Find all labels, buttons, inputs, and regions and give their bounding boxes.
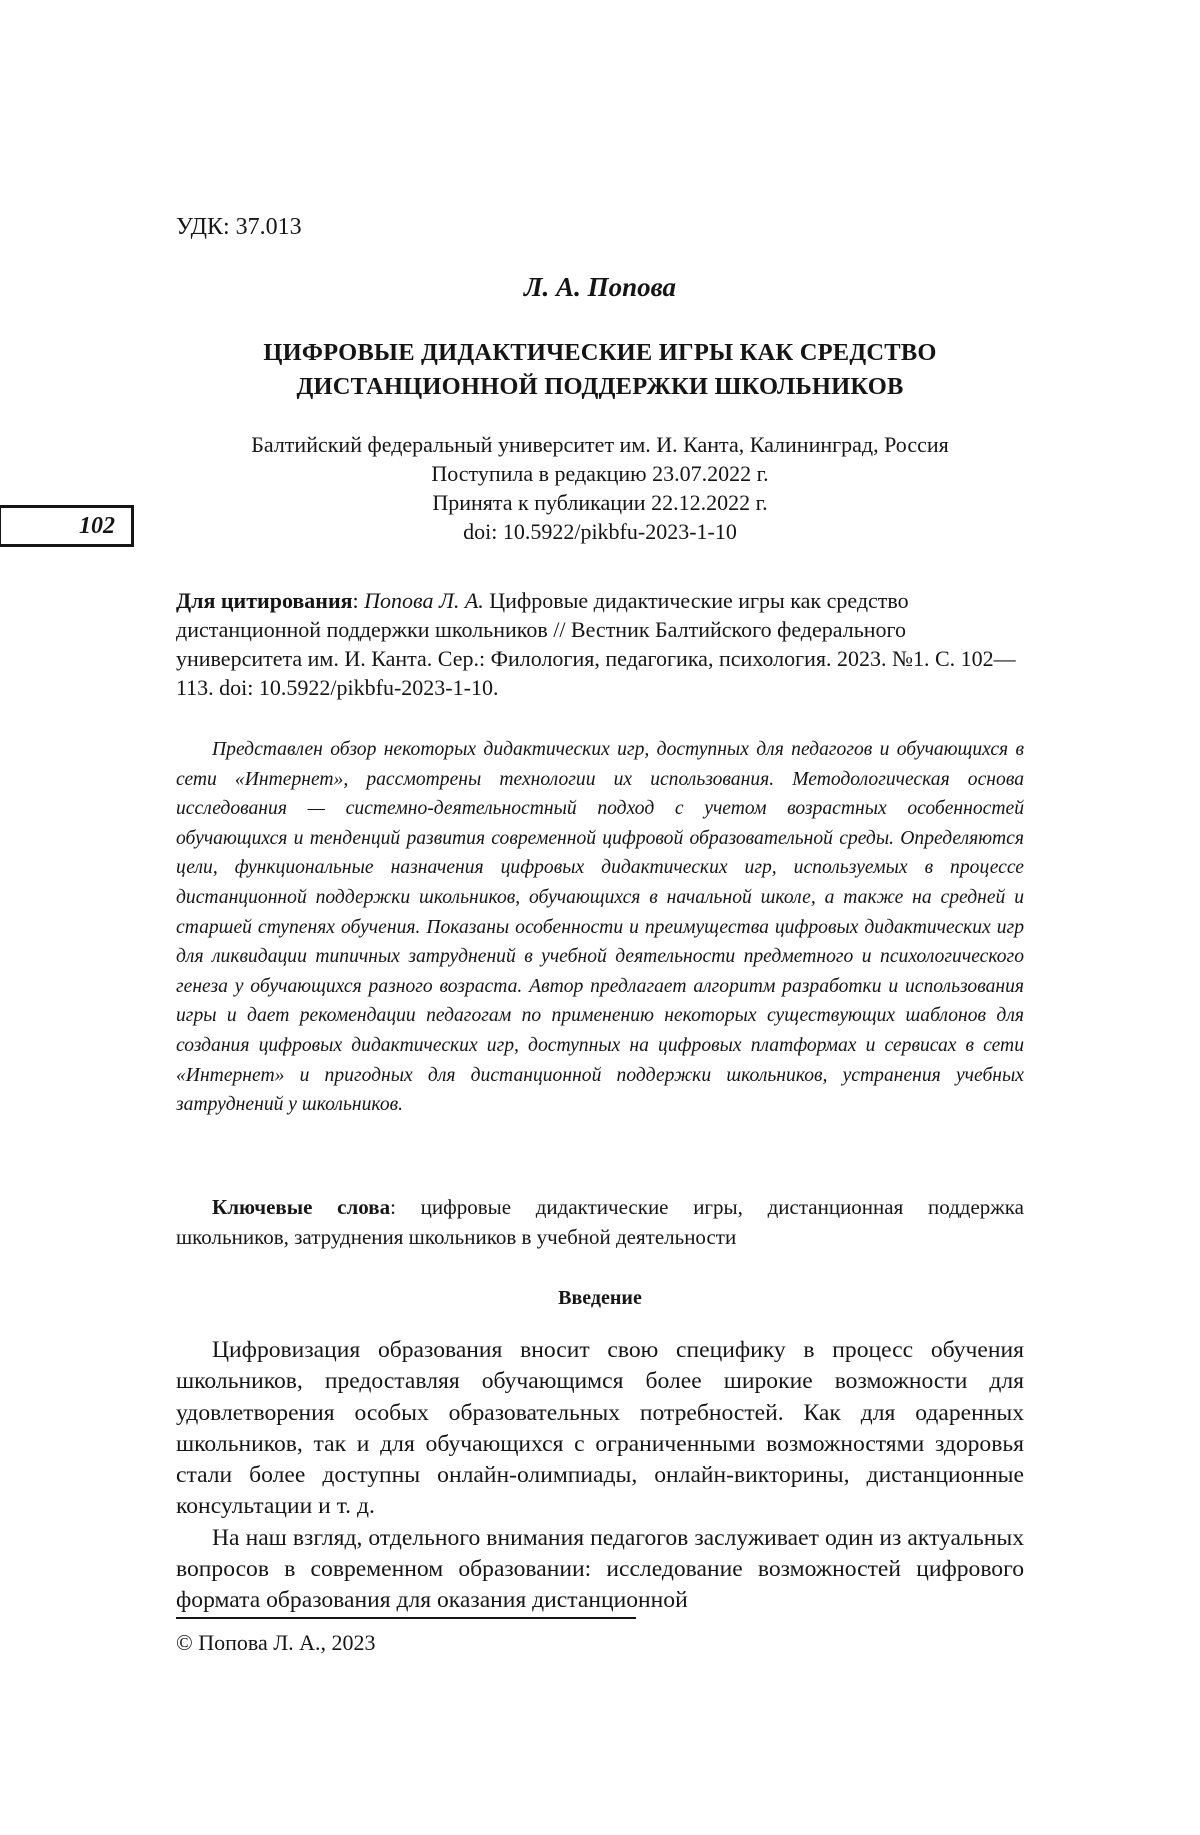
- section-heading: Введение: [558, 1287, 642, 1309]
- keywords-label: Ключевые слова: [212, 1195, 391, 1219]
- article-meta: [180, 430, 1020, 546]
- citation-label: Для цитирования: [176, 588, 353, 613]
- received-date: Поступила в редакцию 23.07.2022 г.: [431, 461, 769, 486]
- doi: doi: 10.5922/pikbfu-2023-1-10: [463, 519, 737, 544]
- keywords-text: цифровые дидактические игры, дистанционная поддержка школьников, затруднения школьников в учебной деятельности: [176, 1195, 1024, 1249]
- article-title: [180, 336, 1020, 404]
- body-paragraph: Цифровизация образования вносит свою специфику в процесс обучения школьников, предоставляя обучающимся более широкие возможности для удовлетворения особых образовательных потребностей. Как для одаренных школьников, так и для обучающихся с ограниченными возможностями здоровья стали более доступны онлайн-олимпиады, онлайн-викторины, дистанционные консультации и т. д.: [176, 1337, 1024, 1520]
- keywords-block: Ключевые слова: цифровые дидактические игры, дистанционная поддержка школьников, затруднения школьников в учебной деятельности: [176, 1195, 1024, 1249]
- citation-block: Для цитирования: Попова Л. А. Цифровые дидактические игры как средство дистанционной поддержки школьников // Вестник Балтийского федерального университета им. И. Канта. Сер.: Филология, педагогика, психология. 2023. №1. С. 102—113. doi: 10.5922/pikbfu-2023-1-10.: [176, 588, 1016, 700]
- affiliation: Балтийский федеральный университет им. И. Канта, Калининград, Россия: [251, 432, 949, 457]
- citation-author: Попова Л. А.: [364, 588, 484, 613]
- title-line: ЦИФРОВЫЕ ДИДАКТИЧЕСКИЕ ИГРЫ КАК СРЕДСТВО: [263, 339, 937, 366]
- copyright-footnote: © Попова Л. А., 2023: [176, 1630, 376, 1655]
- accepted-date: Принята к публикации 22.12.2022 г.: [432, 490, 768, 515]
- footnote-divider: [176, 1617, 636, 1619]
- title-line: ДИСТАНЦИОННОЙ ПОДДЕРЖКИ ШКОЛЬНИКОВ: [296, 373, 904, 400]
- body-paragraph: На наш взгляд, отдельного внимания педагогов заслуживает один из актуальных вопросов в современном образовании: исследование возможностей цифрового формата образования для оказания дистанционной: [176, 1524, 1024, 1614]
- page-number-box: [0, 505, 134, 547]
- udc-code: УДК: 37.013: [176, 214, 302, 240]
- page-number: 102: [79, 512, 115, 539]
- body-text: [176, 1335, 1024, 1617]
- author-name: Л. А. Попова: [524, 272, 676, 302]
- citation-text: Цифровые дидактические игры как средство дистанционной поддержки школьников // Вестник Балтийского федерального университета им. И. Канта. Сер.: Филология, педагогика, психология. 2023. №1. С. 102—113. doi: 10.5922/pikbfu-2023-1-10.: [176, 588, 1016, 700]
- abstract: Представлен обзор некоторых дидактических игр, доступных для педагогов и обучающихся в сети «Интернет», рассмотрены технологии их использования. Методологическая основа исследования — системно-деятельностный подход с учетом возрастных особенностей обучающихся и тенденций развития современной цифровой образовательной среды. Определяются цели, функциональные назначения цифровых дидактических игр, используемых в процессе дистанционной поддержки школьников, обучающихся в начальной школе, а также на средней и старшей ступенях обучения. Показаны особенности и преимущества цифровых дидактических игр для ликвидации типичных затруднений в учебной деятельности предметного и психологического генеза у обучающихся разного возраста. Автор предлагает алгоритм разработки и использования игры и дает рекомендации педагогам по применению некоторых существующих шаблонов для создания цифровых дидактических игр, доступных на цифровых платформах и сервисах в сети «Интернет» и пригодных для дистанционной поддержки школьников, устранения учебных затруднений у школьников.: [176, 739, 1024, 1116]
